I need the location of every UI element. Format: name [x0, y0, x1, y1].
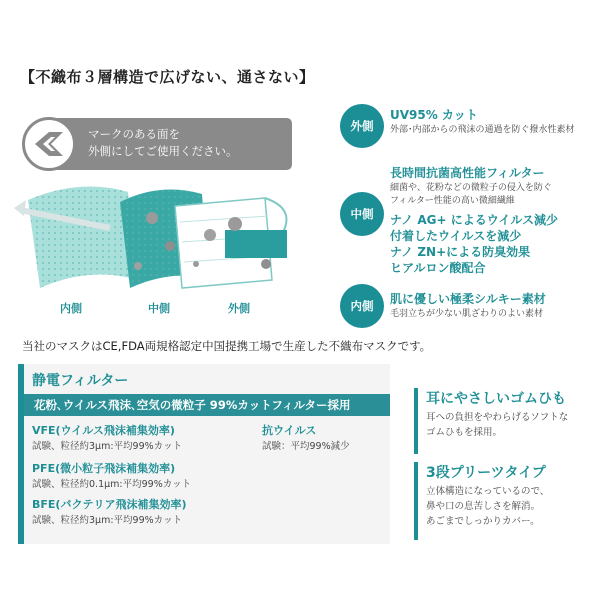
particle: [261, 259, 271, 269]
middle-desc-line-2: フィルター性能の高い微細繊維: [390, 196, 515, 206]
feature-line: ナノ ZN+による防臭効果: [390, 245, 531, 259]
side-accent-bar: [414, 388, 418, 454]
middle-layer-desc: [390, 182, 552, 208]
spec-vfe: [32, 422, 182, 452]
particle: [146, 212, 158, 224]
spec-pfe: [32, 460, 191, 490]
outer-layer-title: UV95% カット: [390, 108, 478, 122]
inner-layer-desc: 毛羽立ちが少ない肌ざわりのよい素材: [390, 309, 544, 319]
label-inner: 内側: [60, 302, 82, 315]
ear-loop-title: 耳にやさしいゴムひも: [426, 391, 566, 407]
desc-line: 耳への負担をやわらげるソフトな: [426, 412, 569, 423]
badge-inner: 内側: [340, 284, 384, 328]
middle-layer-title: 長時間抗菌高性能フィルター: [390, 166, 545, 180]
spec-desc: 試験：平均99%減少: [262, 441, 350, 452]
spec-title: BFE(バクテリア飛沫補集効率): [32, 498, 187, 511]
desc-line: 鼻や口の息苦しさを解消。: [426, 501, 541, 512]
panel-accent-bar: [18, 364, 24, 544]
middle-desc-line-1: 細菌や、花粉などの微粒子の侵入を防ぐ: [390, 183, 552, 193]
filter-band-text: 花粉､ウイルス飛沫､空気の微粒子 99%カットフィルター採用: [24, 394, 390, 416]
label-middle: 中側: [148, 302, 170, 315]
pleat-desc: [426, 484, 549, 529]
filter-panel-title: 静電フィルター: [32, 373, 129, 389]
spec-desc: 試験、粒径約3μm:平均99%カット: [32, 515, 183, 526]
badge-middle: 中側: [340, 192, 384, 236]
callout-line-2: 外側にしてご使用ください。: [88, 144, 238, 158]
badge-outer: 外側: [340, 104, 384, 148]
particle: [165, 241, 175, 251]
desc-line: 立体構造になっているので、: [426, 486, 550, 497]
feature-line: ナノ AG+ によるウイルス減少: [390, 213, 558, 227]
spec-title: VFE(ウイルス飛沫補集効率): [32, 424, 175, 437]
spec-title: 抗ウイルス: [262, 424, 317, 437]
desc-line: ゴムひもを採用。: [426, 427, 503, 438]
spec-bfe: [32, 496, 186, 526]
callout-text: [88, 126, 238, 160]
inner-layer-title: 肌に優しい極柔シルキー素材: [390, 292, 546, 306]
filter-band: [225, 230, 287, 258]
particle: [228, 217, 242, 231]
page-title: 【不織布３層構造で広げない、通さない】: [20, 68, 315, 86]
particle: [134, 262, 142, 270]
pleat-title: 3段プリーツタイプ: [426, 465, 546, 481]
particle: [204, 229, 216, 241]
ear-loop-desc: [426, 410, 568, 440]
feature-line: 付着したウイルスを減少: [390, 229, 522, 243]
mask-layer-diagram: [10, 170, 310, 300]
desc-line: あごまでしっかりカバー。: [426, 516, 540, 527]
outer-layer-desc: 外部･内部からの飛沫の通過を防ぐ撥水性素材: [390, 125, 575, 135]
side-accent-bar: [414, 462, 418, 540]
spec-desc: 試験、粒径約0.1μm:平均99%カット: [32, 479, 192, 490]
intro-text: 当社のマスクはCE,FDA両規格認定中国提携工場で生産した不織布マスクです。: [22, 339, 432, 353]
mark-circle: [22, 117, 76, 171]
label-outer: 外側: [228, 302, 250, 315]
spec-desc: 試験、粒径約3μm:平均99%カット: [32, 441, 183, 452]
feature-line: ヒアルロン酸配合: [390, 261, 486, 275]
middle-features: [390, 212, 558, 276]
particle: [193, 261, 199, 267]
spec-title: PFE(微小粒子飛沫補集効率): [32, 462, 176, 475]
spec-antivirus: [262, 422, 350, 452]
callout-line-1: マークのある面を: [88, 127, 180, 141]
mark-logo-icon: [25, 120, 73, 168]
